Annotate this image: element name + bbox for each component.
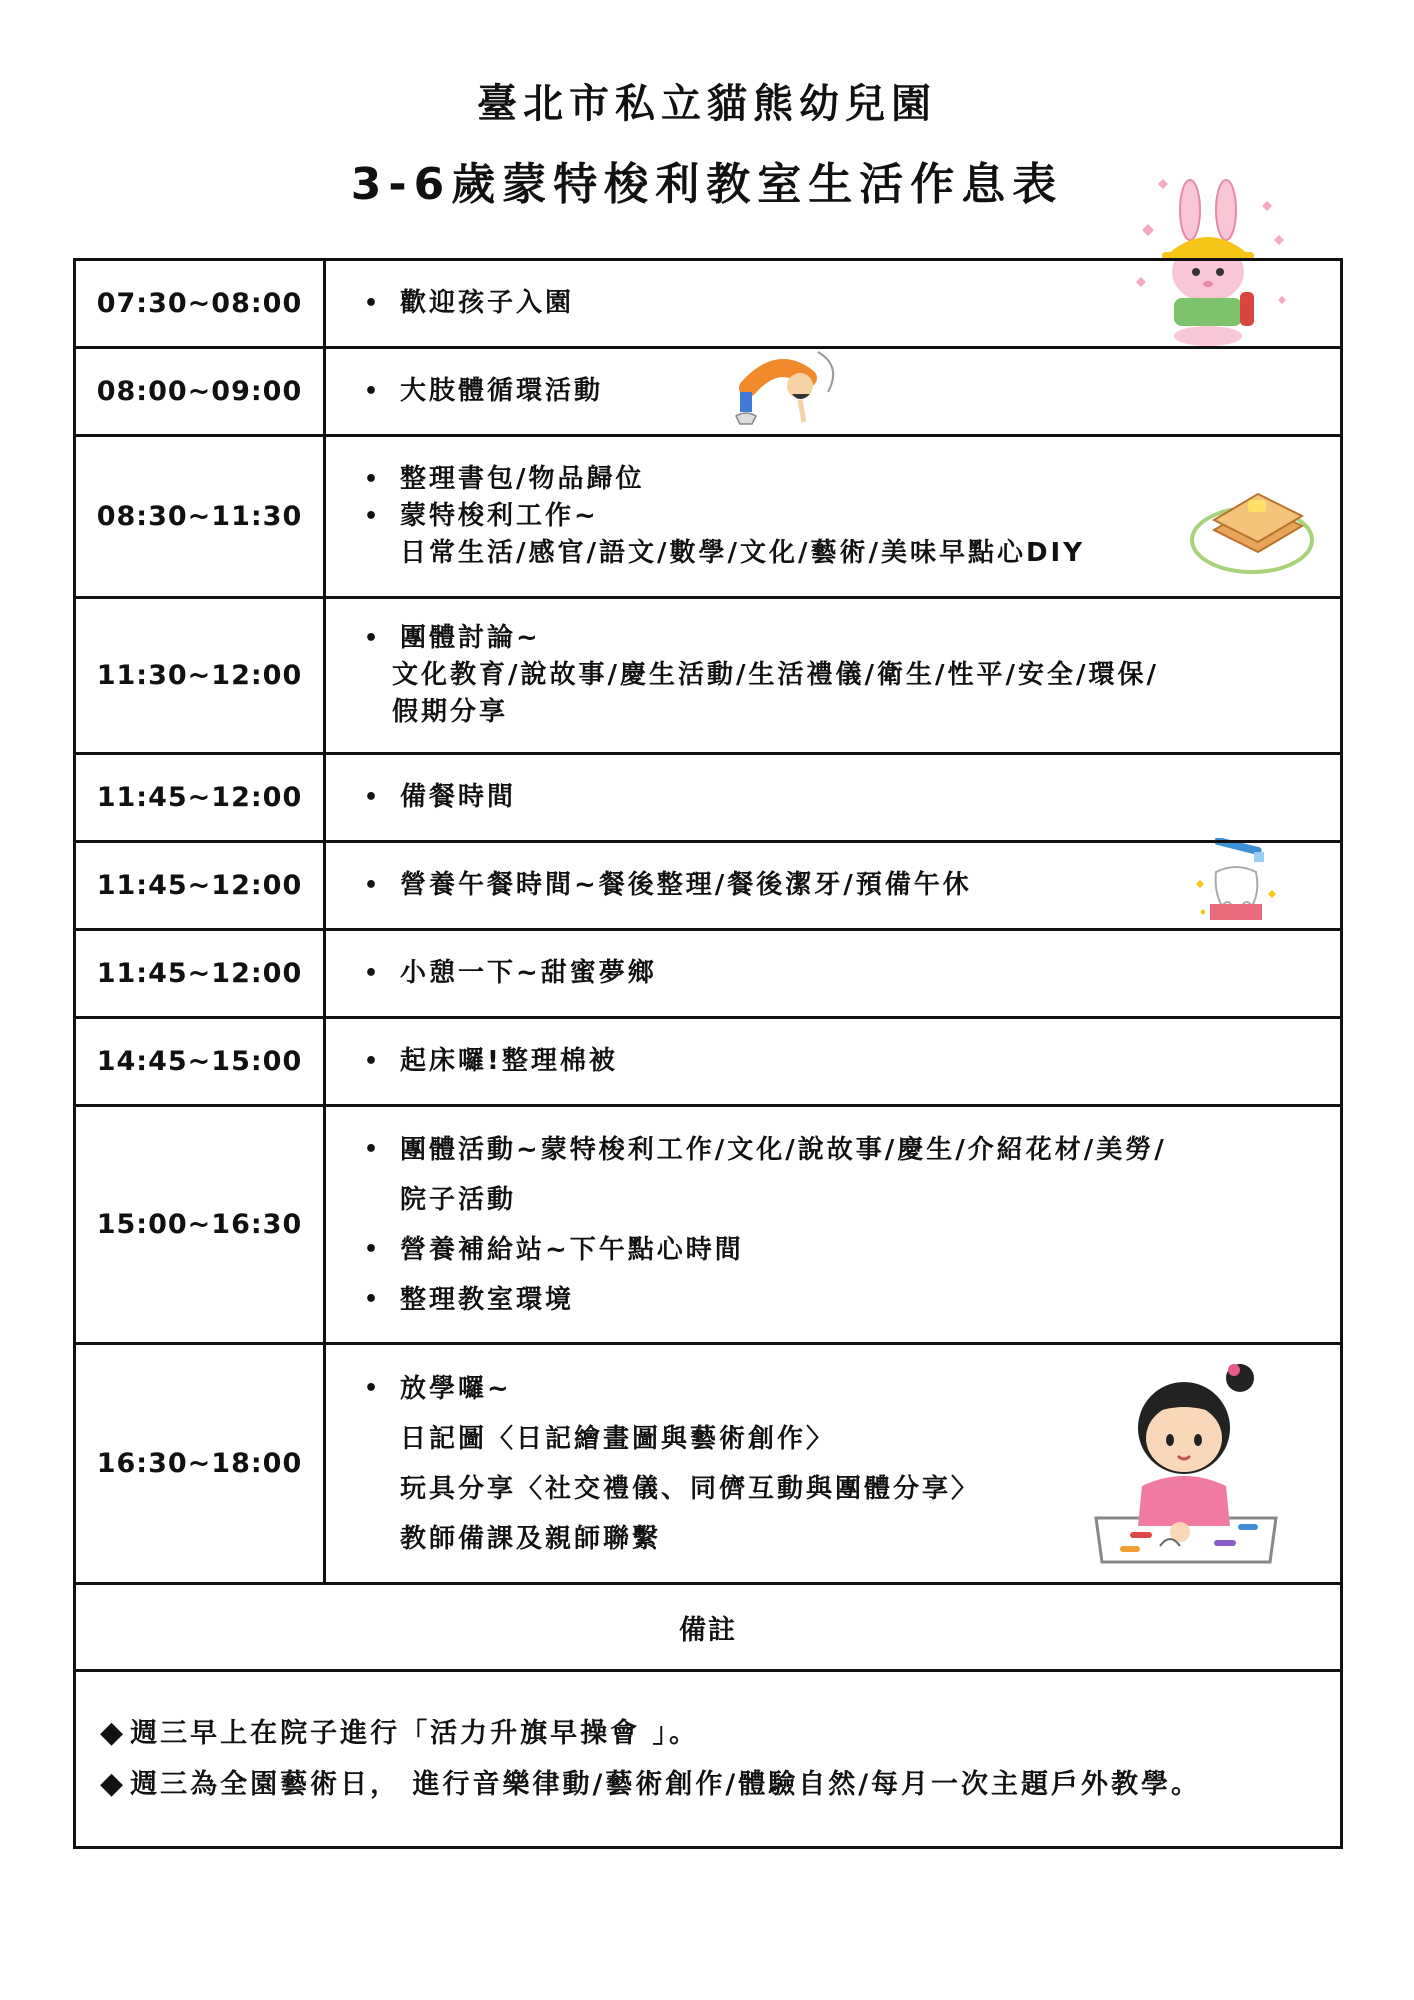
activity-detail: 日常生活/感官/語文/數學/文化/藝術/美味早點心DIY [400,538,1086,568]
activity-item: • 整理教室環境 [364,1275,1340,1325]
activity-item: • 營養補給站~下午點心時間 [364,1225,1340,1275]
activity-detail: 日記圖〈日記繪畫圖與藝術創作〉 [400,1423,836,1454]
activity-cell [325,754,1342,842]
school-name: 臺北市私立貓熊幼兒園 [477,81,937,127]
activity-item: • 歡迎孩子入園 [364,285,1340,322]
note-line [100,1708,1340,1759]
schedule-row [75,1344,1342,1584]
schedule-row [75,1106,1342,1344]
activity-cell [325,1106,1342,1344]
time-slot: 08:00~09:00 [75,348,325,436]
time-slot: 14:45~15:00 [75,1018,325,1106]
activity-detail: 玩具分享〈社交禮儀、同儕互動與團體分享〉 [400,1473,981,1504]
activity-detail: 文化教育/說故事/慶生活動/生活禮儀/衛生/性平/安全/環保/ [392,660,1159,690]
activity-item: • 營養午餐時間~餐後整理/餐後潔牙/預備午休 [364,867,1340,904]
activity-item: • 備餐時間 [364,779,1340,816]
time-slot: 15:00~16:30 [75,1106,325,1344]
note-text: 週三為全園藝術日， 進行音樂律動/藝術創作/體驗自然/每月一次主題戶外教學。 [130,1769,1202,1800]
activity-cell [325,598,1342,754]
schedule-table [73,258,1343,1849]
time-slot: 11:45~12:00 [75,930,325,1018]
activity-detail: 院子活動 [400,1184,517,1215]
schedule-row [75,930,1342,1018]
schedule-row [75,842,1342,930]
schedule-row [75,260,1342,348]
diamond-bullet-icon: ◆ [100,1766,127,1801]
activity-cell [325,930,1342,1018]
activity-cell [325,1344,1342,1584]
activity-item: • 團體討論~ [364,620,1340,657]
activity-item: • 蒙特梭利工作~ [364,498,1340,535]
diamond-bullet-icon: ◆ [100,1715,127,1750]
schedule-row [75,348,1342,436]
activity-item: • 大肢體循環活動 [364,373,1340,410]
activity-item: • 小憩一下~甜蜜夢鄉 [364,955,1340,992]
activity-item: • 團體活動~蒙特梭利工作/文化/說故事/慶生/介紹花材/美勞/ [364,1125,1340,1175]
schedule-row [75,1018,1342,1106]
time-slot: 16:30~18:00 [75,1344,325,1584]
activity-detail: 假期分享 [392,697,509,727]
time-slot: 07:30~08:00 [75,260,325,348]
activity-cell [325,842,1342,930]
activity-cell [325,348,1342,436]
notes-heading: 備註 [75,1584,1342,1671]
schedule-row [75,436,1342,598]
activity-item: • 放學囉~ [364,1364,1340,1414]
schedule-title: 3-6歲蒙特梭利教室生活作息表 [350,159,1064,210]
activity-item: • 起床囉!整理棉被 [364,1043,1340,1080]
schedule-row [75,754,1342,842]
activity-cell [325,436,1342,598]
notes-cell [75,1671,1342,1848]
activity-cell [325,1018,1342,1106]
activity-item: • 整理書包/物品歸位 [364,461,1340,498]
time-slot: 11:45~12:00 [75,754,325,842]
note-line [100,1759,1340,1810]
time-slot: 08:30~11:30 [75,436,325,598]
activity-detail: 教師備課及親師聯繫 [400,1523,662,1554]
time-slot: 11:30~12:00 [75,598,325,754]
schedule-row [75,598,1342,754]
notes-heading-row [75,1584,1342,1671]
activity-cell [325,260,1342,348]
time-slot: 11:45~12:00 [75,842,325,930]
notes-row [75,1671,1342,1848]
note-text: 週三早上在院子進行「活力升旗早操會 」。 [130,1718,699,1749]
